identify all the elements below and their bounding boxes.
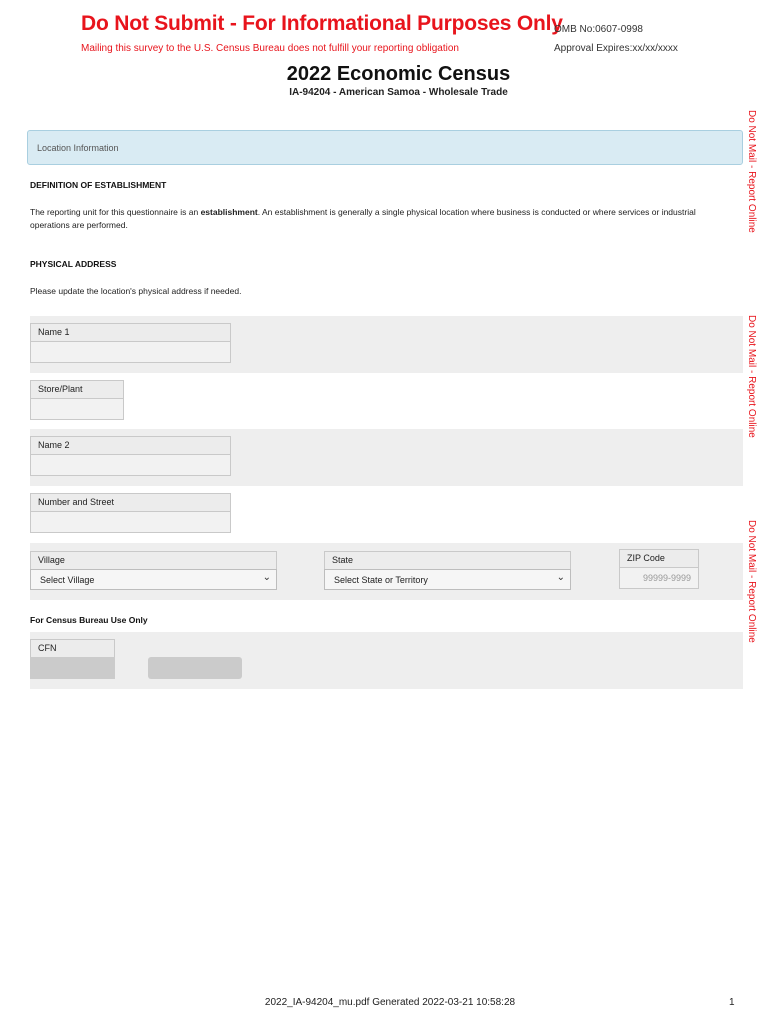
omb-number: OMB No:0607-0998 (554, 24, 643, 35)
page-subtitle: IA-94204 - American Samoa - Wholesale Trade (289, 87, 508, 98)
page-number: 1 (729, 997, 735, 1008)
definition-bold-word: establishment (200, 207, 258, 217)
store-plant-input[interactable] (30, 398, 124, 420)
zip-input[interactable]: 99999-9999 (619, 567, 699, 589)
state-select[interactable] (324, 569, 571, 590)
name2-label: Name 2 (30, 436, 231, 454)
definition-text-start: The reporting unit for this questionnaire is an (30, 207, 201, 217)
number-street-input[interactable] (30, 511, 231, 533)
village-select[interactable] (30, 569, 277, 590)
state-select-value: Select State or Territory (334, 575, 428, 585)
definition-text-end: . An establishment is generally a single physical location where business is conducted or where services or industrial operations are performed. (30, 207, 696, 230)
name2-input[interactable] (30, 454, 231, 476)
field-band (30, 632, 743, 689)
cfn-field (30, 657, 115, 679)
page-title: 2022 Economic Census (286, 63, 511, 85)
cfn-action-button[interactable] (148, 657, 242, 679)
side-notice: Do Not Mail - Report Online (746, 110, 757, 233)
physical-address-instruction: Please update the location's physical address if needed. (30, 286, 242, 296)
village-select-value: Select Village (40, 575, 95, 585)
footer-generated: 2022_IA-94204_mu.pdf Generated 2022-03-21 10:58:28 (264, 997, 516, 1008)
side-notice: Do Not Mail - Report Online (746, 520, 757, 643)
cfn-label: CFN (30, 639, 115, 657)
store-plant-label: Store/Plant (30, 380, 124, 398)
definition-heading: DEFINITION OF ESTABLISHMENT (30, 180, 167, 190)
chevron-down-icon: ⌄ (262, 572, 271, 583)
name1-label: Name 1 (30, 323, 231, 341)
approval-expires: Approval Expires:xx/xx/xxxx (554, 43, 678, 54)
name1-input[interactable] (30, 341, 231, 363)
zip-label: ZIP Code (619, 549, 699, 567)
physical-address-heading: PHYSICAL ADDRESS (30, 259, 117, 269)
location-info-banner (27, 130, 743, 165)
census-use-heading: For Census Bureau Use Only (30, 615, 148, 625)
state-label: State (324, 551, 571, 569)
warning-subtitle: Mailing this survey to the U.S. Census Bureau does not fulfill your reporting obligation (81, 43, 459, 54)
side-notice: Do Not Mail - Report Online (746, 315, 757, 438)
warning-title: Do Not Submit - For Informational Purposes Only (81, 12, 563, 35)
number-street-label: Number and Street (30, 493, 231, 511)
location-info-label: Location Information (37, 143, 119, 153)
village-label: Village (30, 551, 277, 569)
definition-text (30, 206, 730, 232)
chevron-down-icon: ⌄ (556, 572, 565, 583)
